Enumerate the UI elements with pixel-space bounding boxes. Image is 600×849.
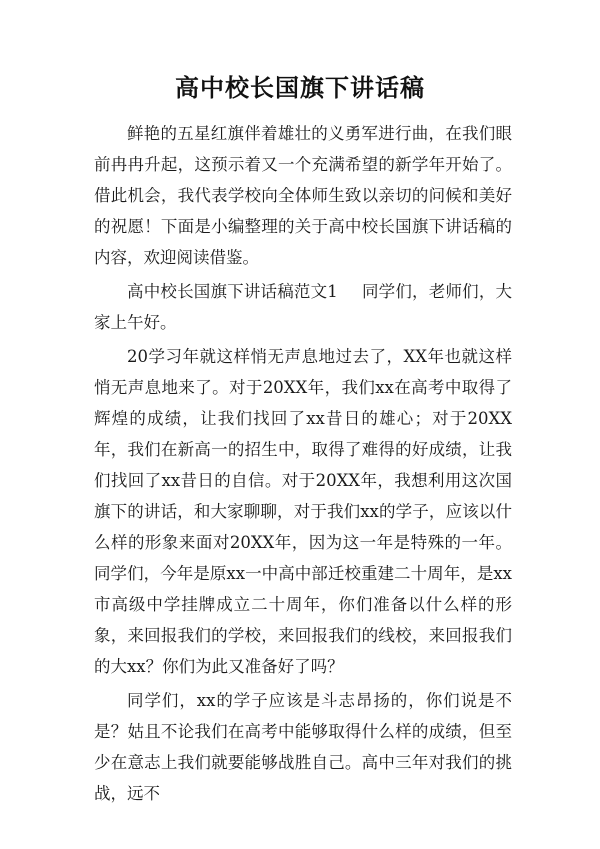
paragraph-intro: 鲜艳的五星红旗伴着雄壮的义勇军进行曲，在我们眼前冉冉升起，这预示着又一个充满希望的新学年开始了。借此机会，我代表学校向全体师生致以亲切的问候和美好的祝愿！下面是小编整理的关于高中校长国旗下讲话稿的内容，欢迎阅读借鉴。 [94,124,512,267]
paragraph-review: 20学习年就这样悄无声息地过去了，XX年也就这样悄无声息地来了。对于20XX年，我们xx在高考中取得了辉煌的成绩，让我们找回了xx昔日的雄心；对于20XX年，我们在新高一的招生中，取得了难得的好成绩，让我们找回了xx昔日的自信。对于20XX年，我想利用这次国旗下的讲话，和大家聊聊，对于我们xx的学子，应该以什么样的形象来面对20XX年，因为这一年是特殊的一年。同学们，今年是原xx一中高中部迁校重建二十周年，是xx市高级中学挂牌成立二十周年，你们准备以什么样的形象，来回报我们的学校，来回报我们的线校，来回报我们的大xx？你们为此又准备好了吗？ [94,347,512,676]
section-heading: 高中校长国旗下讲话稿范文1 [127,282,338,301]
section-greeting: 同学们，老师们，大家上午好。 [94,282,513,332]
paragraph-spirit: 同学们，xx的学子应该是斗志昂扬的，你们说是不是？姑且不论我们在高考中能够取得什么样的成绩，但至少在意志上我们就要能够战胜自己。高中三年对我们的挑战，远不 [94,691,512,803]
document-body [94,118,512,812]
page-title: 高中校长国旗下讲话稿 [175,73,425,102]
paragraph-section-start [94,276,512,338]
